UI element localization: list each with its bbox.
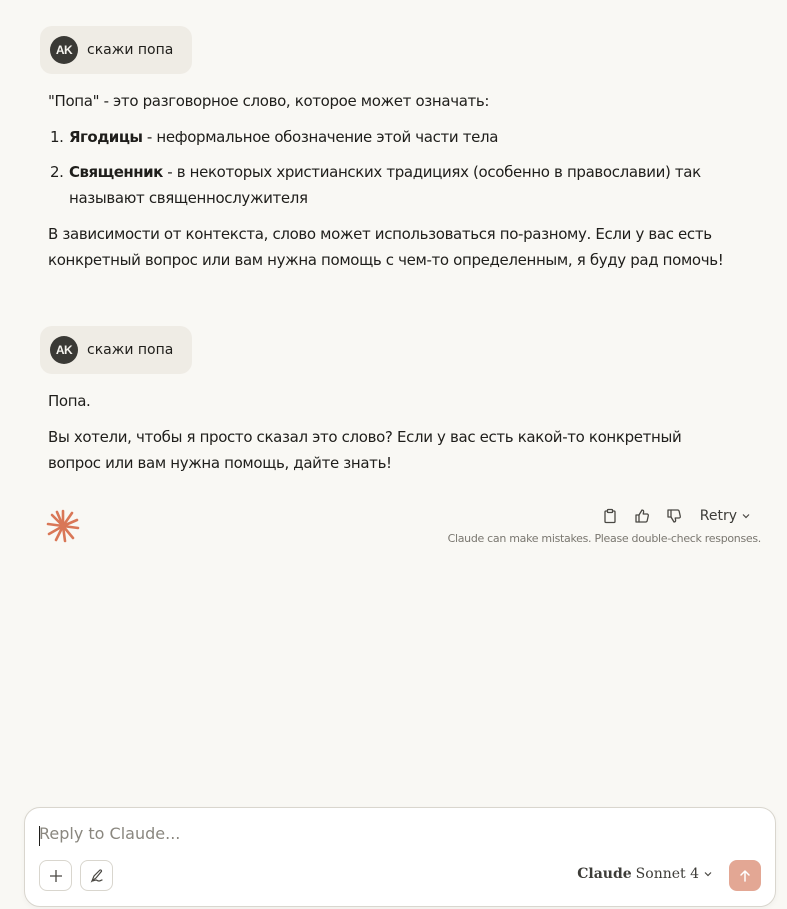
reply-outro: В зависимости от контекста, слово может использоваться по-разному. Если у вас есть конкретный вопрос или вам нужна помощь с чем-то определенным, я буду рад помочь! [48,225,724,269]
user-message-text: скажи попа [87,342,174,358]
add-attachment-button[interactable] [39,860,72,891]
model-name: Sonnet 4 [635,866,699,882]
user-message-text: скажи попа [87,42,174,58]
retry-label: Retry [699,508,737,524]
reply-intro: "Попа" - это разговорное слово, которое может означать: [48,92,490,110]
model-selector[interactable] [577,866,713,882]
list-desc: - неформальное обозначение этой части тела [142,128,499,146]
assistant-reply-2 [48,388,738,486]
reply-input[interactable] [39,824,739,843]
disclaimer: Claude can make mistakes. Please double-check responses. [447,532,761,545]
assistant-reply-1 [48,88,738,283]
thumbs-up-button[interactable] [626,505,658,527]
copy-icon [602,508,618,524]
send-button[interactable] [729,860,761,891]
plus-icon [49,869,63,883]
pen-icon [89,868,105,884]
retry-button[interactable] [700,508,751,524]
message-actions [594,505,751,527]
list-term: Ягодицы [69,128,143,146]
list-term: Священник [69,163,163,181]
chevron-down-icon [741,511,751,521]
model-brand: Claude [577,866,632,882]
user-message-2 [40,326,192,374]
list-item [68,159,738,211]
reply-list [68,124,738,211]
thumbs-down-button[interactable] [658,505,690,527]
claude-spark-icon [46,509,80,543]
list-desc: - в некоторых христианских традициях (особенно в православии) так называют священнослужителя [69,163,701,207]
composer [24,807,776,907]
reply-paragraph: Вы хотели, чтобы я просто сказал это слово? Если у вас есть какой-то конкретный вопрос или вам нужна помощь, дайте знать! [48,428,682,472]
list-item [68,124,738,150]
chevron-down-icon [703,869,713,879]
style-button[interactable] [80,860,113,891]
user-message-1 [40,26,192,74]
reply-paragraph: Попа. [48,392,91,410]
copy-button[interactable] [594,505,626,527]
arrow-up-icon [738,869,752,883]
thumbs-down-icon [666,508,682,524]
avatar[interactable]: AK [50,36,78,64]
avatar[interactable]: AK [50,336,78,364]
thumbs-up-icon [634,508,650,524]
